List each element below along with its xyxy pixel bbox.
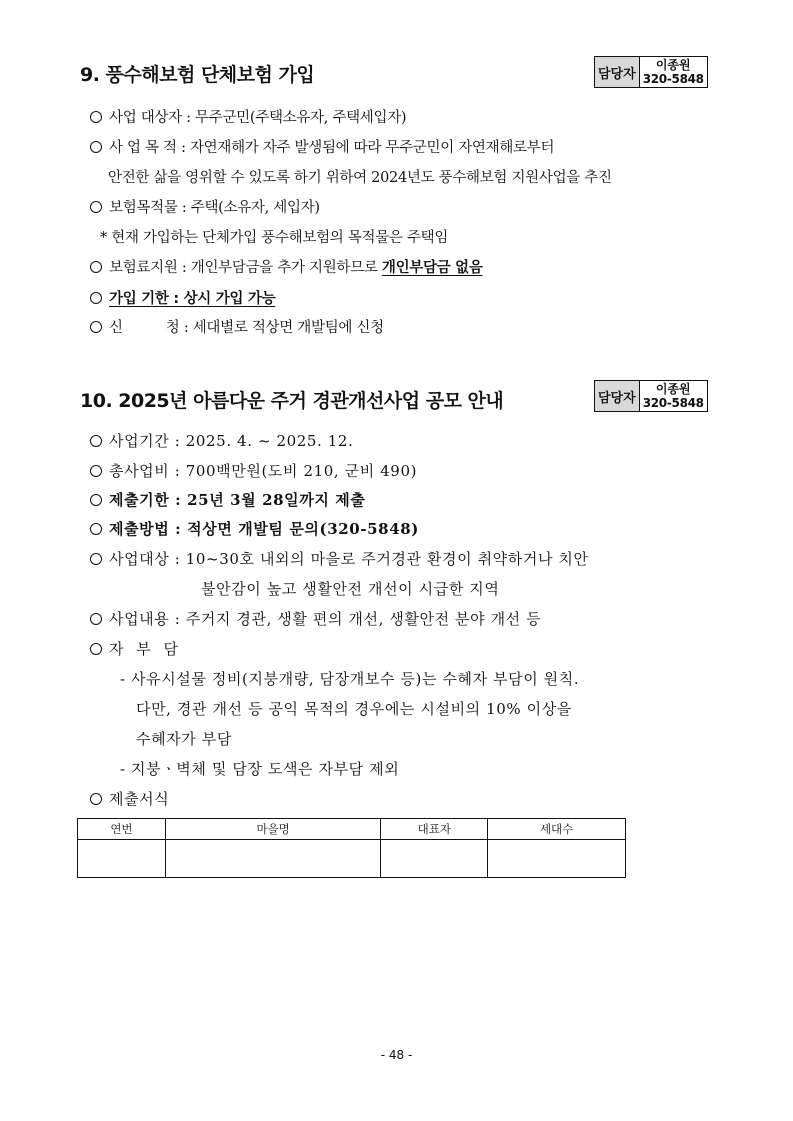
sec9-target-line: 사업 대상자 : 무주군민(주택소유자, 주택세입자) [90,106,406,127]
sec10-method-line: 제출방법 : 적상면 개발팀 문의(320-5848) [90,518,419,539]
sec10-deadline-line: 제출기한 : 25년 3월 28일까지 제출 [90,489,365,510]
sec10-sb-1: - 사유시설물 정비(지붕개량, 담장개보수 등)는 수혜자 부담이 원칙. [120,670,580,688]
circle-bullet-icon [90,111,102,123]
sec10-sb-2: 다만, 경관 개선 등 공익 목적의 경우에는 시설비의 10% 이상을 [136,700,572,718]
sec9-purpose-line: 사 업 목 적 : 자연재해가 자주 발생됨에 따라 무주군민이 자연재해로부터 [90,136,554,157]
contact-name: 이종원 [655,58,691,72]
sec10-sb-4: - 지붕ㆍ벽체 및 담장 도색은 자부담 제외 [120,760,400,778]
contact-name: 이종원 [655,382,691,396]
contact-label: 담당자 [595,57,640,87]
circle-bullet-icon [90,201,102,213]
table-header-cell: 마을명 [165,819,381,840]
sec10-period-line: 사업기간 : 2025. 4. ~ 2025. 12. [90,430,353,451]
circle-bullet-icon [90,494,102,506]
table-header-cell: 대표자 [381,819,488,840]
table-header-row [78,819,626,840]
sec9-deadline-line: 가입 기한 : 상시 가입 가능 [90,287,275,308]
table-row [78,840,626,878]
sec10-form-title-line: 제출서식 [90,788,169,809]
sec10-target-cont: 불안감이 높고 생활안전 개선이 시급한 지역 [201,580,500,598]
circle-bullet-icon [90,643,102,655]
circle-bullet-icon [90,465,102,477]
circle-bullet-icon [90,321,102,333]
table-cell [381,840,488,878]
table-cell [488,840,626,878]
circle-bullet-icon [90,292,102,304]
section-10-contact-box [594,380,708,412]
sec9-purpose-cont: 안전한 삶을 영위할 수 있도록 하기 위하여 2024년도 풍수해보험 지원사업을 추진 [108,170,612,186]
circle-bullet-icon [90,613,102,625]
table-cell [78,840,166,878]
submission-form-table [77,818,626,878]
circle-bullet-icon [90,553,102,565]
contact-phone: 320-5848 [642,72,704,86]
sec9-insured-line: 보험목적물 : 주택(소유자, 세입자) [90,196,320,217]
circle-bullet-icon [90,435,102,447]
table-header-cell: 세대수 [488,819,626,840]
section-9-contact-box [594,56,708,88]
sec10-sb-3: 수혜자가 부담 [136,730,232,748]
circle-bullet-icon [90,261,102,273]
circle-bullet-icon [90,793,102,805]
sec9-premium-line: 보험료지원 : 개인부담금을 추가 지원하므로 개인부담금 없음 [90,256,483,277]
circle-bullet-icon [90,141,102,153]
sec10-self-burden-line: 자 부 담 [90,638,182,659]
contact-phone: 320-5848 [642,396,704,410]
section-10-title: 10. 2025년 아름다운 주거 경관개선사업 공모 안내 [80,390,504,412]
sec9-note: * 현재 가입하는 단체가입 풍수해보험의 목적물은 주택임 [100,230,449,246]
table-header-cell: 연번 [78,819,166,840]
sec9-apply-line: 신 청 : 세대별로 적상면 개발팀에 신청 [90,316,384,337]
sec10-content-line: 사업내용 : 주거지 경관, 생활 편의 개선, 생활안전 분야 개선 등 [90,608,541,629]
page-number: - 48 - [380,1048,413,1062]
section-9-title: 9. 풍수해보험 단체보험 가입 [80,64,315,86]
sec10-budget-line: 총사업비 : 700백만원(도비 210, 군비 490) [90,460,417,481]
circle-bullet-icon [90,523,102,535]
sec10-target-line: 사업대상 : 10~30호 내외의 마을로 주거경관 환경이 취약하거나 치안 [90,548,589,569]
contact-label: 담당자 [595,381,640,411]
table-cell [165,840,381,878]
premium-emphasis: 개인부담금 없음 [381,260,483,276]
